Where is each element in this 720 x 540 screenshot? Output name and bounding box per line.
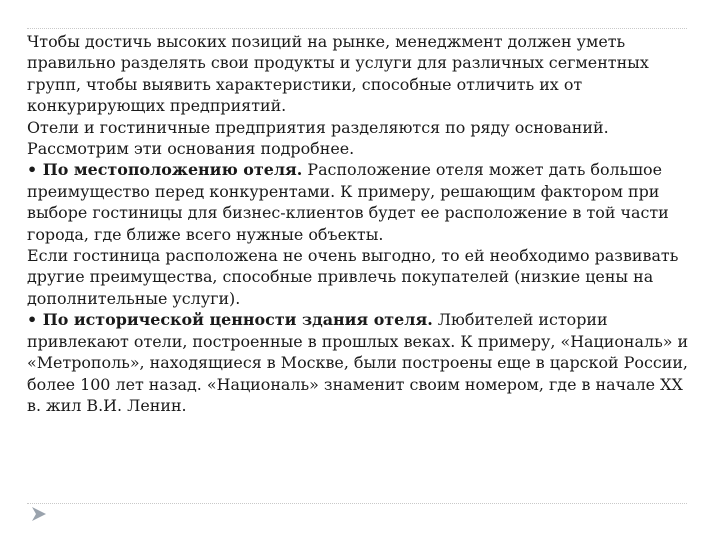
paragraph-bases bbox=[27, 117, 697, 160]
next-slide-arrow-icon[interactable] bbox=[30, 505, 48, 523]
paragraph-location bbox=[27, 159, 697, 245]
paragraph-location-text: Расположение отеля может дать большое преимущество перед конкурентами. К примеру, решающим фактором при выборе гостиницы для бизнес-клиентов будет ее расположение в той части города, где ближе всего нужные объекты. bbox=[27, 160, 669, 244]
paragraph-bases-text: Отели и гостиничные предприятия разделяются по ряду оснований. Рассмотрим эти основания подробнее. bbox=[27, 117, 609, 159]
slide-text-body bbox=[27, 31, 697, 416]
paragraph-history-text: Любителей истории привлекают отели, построенные в прошлых веках. К примеру, «Националь» и «Метрополь», находящиеся в Москве, были построены еще в царской России, более 100 лет назад. «Националь» знаменит своим номером, где в начале XX в. жил В.И. Ленин. bbox=[27, 310, 689, 415]
paragraph-location-heading: • По местоположению отеля. bbox=[27, 160, 303, 180]
paragraph-history bbox=[27, 309, 697, 416]
paragraph-intro-text: Чтобы достичь высоких позиций на рынке, менеджмент должен уметь правильно разделять свои продукты и услуги для различных сегментных групп, чтобы выявить характеристики, способные отличить их от конкурирующих предприятий. bbox=[27, 32, 649, 116]
paragraph-intro bbox=[27, 31, 697, 117]
bottom-divider bbox=[27, 503, 687, 504]
paragraph-location-alt-text: Если гостиница расположена не очень выгодно, то ей необходимо развивать другие преимущества, способные привлечь покупателей (низкие цены на дополнительные услуги). bbox=[27, 246, 679, 308]
paragraph-history-heading: • По исторической ценности здания отеля. bbox=[27, 310, 433, 330]
paragraph-location-alt bbox=[27, 245, 697, 309]
top-divider bbox=[27, 28, 687, 29]
